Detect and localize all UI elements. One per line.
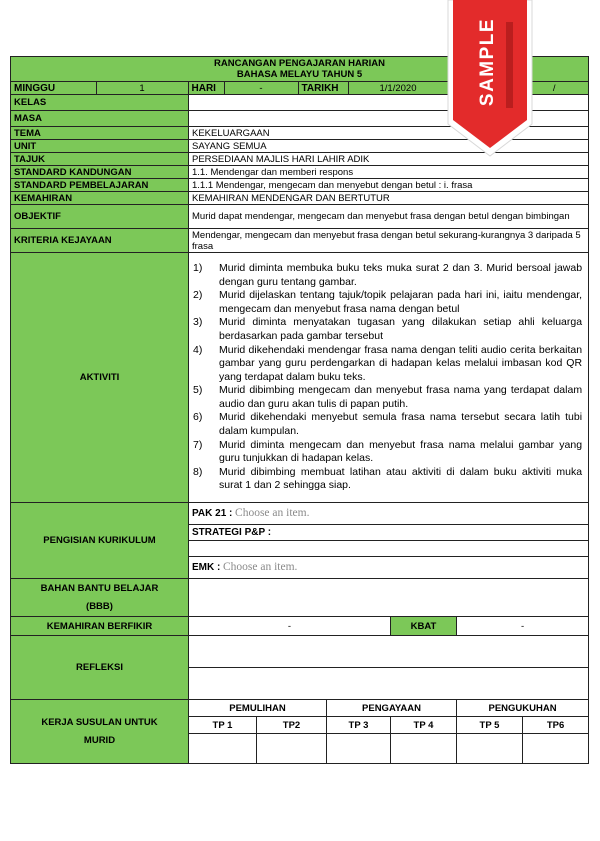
tp6-cell (523, 734, 589, 764)
refleksi-line-1 (189, 636, 589, 668)
tp3-cell (327, 734, 391, 764)
tp4-cell (391, 734, 457, 764)
minggu-label: MINGGU (11, 82, 96, 94)
bbb-label: BAHAN BANTU BELAJAR (BBB) (11, 579, 189, 617)
tarikh-value: 1/1/2020 (348, 82, 448, 94)
emk-row (189, 557, 589, 579)
pak21-dropdown[interactable]: Choose an item. (235, 507, 310, 519)
kriteria-kejayaan-label: KRITERIA KEJAYAAN (11, 229, 189, 253)
kemahiran-berfikir-value: - (189, 617, 391, 636)
pak21-row (189, 503, 589, 525)
tp2-cell (257, 734, 327, 764)
standard-pembelajaran-value: 1.1.1 Mendengar, mengecam dan menyebut dengan betul : i. frasa (189, 179, 589, 192)
aktiviti-item: 4) Murid dikehendaki mendengar frasa nama dengan teliti audio cerita berkaitan gambar yang guru perdengarkan di hadapan kelas melalui imbasan kod QR yang terdapat dalam buku teks. (193, 343, 583, 383)
aktiviti-item: 3) Murid diminta menyatakan tugasan yang dilakukan setiap ahli keluarga berdasarkan pada gambar tersebut (193, 316, 583, 342)
title-line2: BAHASA MELAYU TAHUN 5 (236, 69, 363, 80)
group-pemulihan: PEMULIHAN (189, 700, 327, 717)
stamp-text: SAMPLE (477, 17, 499, 107)
kemahiran-label: KEMAHIRAN (11, 192, 189, 205)
aktiviti-item: 6) Murid dikehendaki menyebut semula frasa nama tersebut secara latih tubi dalam kumpulan. (193, 411, 583, 438)
unit-value: SAYANG SEMUA (189, 140, 589, 153)
masa-label: MASA (11, 111, 189, 127)
tarikh-label: TARIKH (298, 82, 348, 94)
strategi-label: STRATEGI P&P : (192, 527, 272, 538)
tp2-header: TP2 (257, 717, 327, 734)
standard-kandungan-label: STANDARD KANDUNGAN (11, 166, 189, 179)
tp1-header: TP 1 (189, 717, 257, 734)
tema-value: KEKELUARGAAN (189, 127, 589, 140)
aktiviti-label: AKTIVITI (11, 253, 189, 503)
group-pengukuhan: PENGUKUHAN (457, 700, 589, 717)
refleksi-label: REFLEKSI (11, 636, 189, 700)
pengisian-kurikulum-label: PENGISIAN KURIKULUM (11, 503, 189, 579)
kbat-value: - (457, 617, 589, 636)
group-pengayaan: PENGAYAAN (327, 700, 457, 717)
aktiviti-list (189, 260, 588, 495)
objektif-label: OBJEKTIF (11, 205, 189, 229)
kelas-label: KELAS (11, 95, 189, 111)
aktiviti-item: 8) Murid dibimbing membuat latihan atau aktiviti di dalam buku aktiviti muka surat 1 dan 2 sehingga siap. (193, 465, 583, 492)
objektif-value: Murid dapat mendengar, mengecam dan menyebut frasa dengan betul dengan bimbingan (189, 205, 589, 229)
tp6-header: TP6 (523, 717, 589, 734)
aktiviti-item: 5) Murid dibimbing mengecam dan menyebut frasa nama yang terdapat dalam audio dan guru akan tulis di papan putih. (193, 384, 583, 410)
unit-label: UNIT (11, 140, 189, 153)
emk-dropdown[interactable]: Choose an item. (222, 561, 298, 573)
aktiviti-cell (189, 253, 589, 503)
title-line1: RANCANGAN PENGAJARAN HARIAN (214, 58, 386, 69)
sample-stamp (446, 0, 534, 157)
tajuk-label: TAJUK (11, 153, 189, 166)
kerja-susulan-label: KERJA SUSULAN UNTUK MURID (11, 700, 189, 764)
standard-kandungan-value: 1.1. Mendengar dan memberi respons (189, 166, 589, 179)
tema-label: TEMA (11, 127, 189, 140)
masa-tail-value: / (519, 82, 589, 94)
bbb-value (189, 579, 589, 617)
standard-pembelajaran-label: STANDARD PEMBELAJARAN (11, 179, 189, 192)
refleksi-line-2 (189, 668, 589, 700)
aktiviti-item: 1) Murid diminta membuka buku teks muka surat 2 dan 3. Murid bersoal jawab dengan guru tentang gambar. (193, 261, 583, 288)
tp5-cell (457, 734, 523, 764)
strategi-value-row (189, 541, 589, 557)
rph-table (10, 56, 589, 764)
strategi-row (189, 525, 589, 541)
tp3-header: TP 3 (327, 717, 391, 734)
kemahiran-berfikir-label: KEMAHIRAN BERFIKIR (11, 617, 189, 636)
aktiviti-item: 7) Murid diminta mengecam dan menyebut frasa nama melalui gambar yang guru tunjukkan di hadapan kelas. (193, 438, 583, 465)
tp5-header: TP 5 (457, 717, 523, 734)
kemahiran-value: KEMAHIRAN MENDENGAR DAN BERTUTUR (189, 192, 589, 205)
tp1-cell (189, 734, 257, 764)
kriteria-kejayaan-value: Mendengar, mengecam dan menyebut frasa dengan betul sekurang-kurangnya 3 daripada 5 frasa (189, 229, 589, 253)
tajuk-value: PERSEDIAAN MAJLIS HARI LAHIR ADIK (189, 153, 589, 166)
tp4-header: TP 4 (391, 717, 457, 734)
pak21-label: PAK 21 : (192, 508, 233, 519)
kbat-label: KBAT (391, 617, 457, 636)
minggu-value: 1 (96, 82, 188, 94)
hari-value: - (224, 82, 298, 94)
emk-label: EMK : (192, 562, 221, 573)
hari-label: HARI (188, 82, 224, 94)
aktiviti-item: 2) Murid dijelaskan tentang tajuk/topik pelajaran pada hari ini, iaitu mendengar, mengecam dan menyebut frasa nama dengan betul (193, 289, 583, 315)
